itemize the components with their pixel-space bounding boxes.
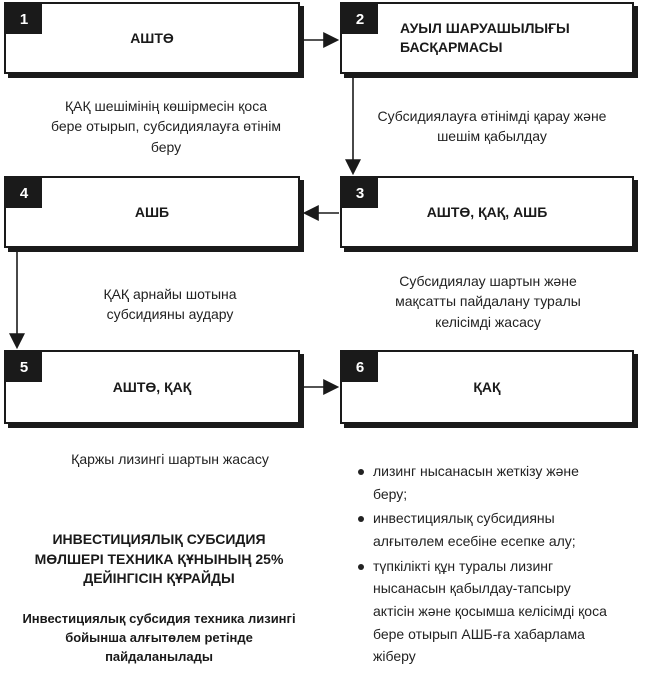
step-title-6: ҚАҚ [473,378,501,395]
step-number-6: 6 [342,352,378,382]
step-title-3: АШТӨ, ҚАҚ, АШБ [426,203,548,220]
bullet-item: лизинг нысанасын жеткізу және беру; [355,460,615,505]
note-subtitle: Инвестициялық субсидия техника лизингі бойынша алғытөлем ретінде пайдаланылады [22,611,296,664]
step-number-1: 1 [6,4,42,34]
step-title-2: АУЫЛ ШАРУАШЫЛЫҒЫ БАСҚАРМАСЫ [400,20,570,55]
step-number-3: 3 [342,178,378,208]
step-title-4: АШБ [134,203,170,220]
caption-step-1: ҚАҚ шешімінің көшірмесін қоса бере отырып, субсидиялауға өтінім беру [50,98,282,155]
step-box-5 [4,350,300,424]
step-box-2 [340,2,634,74]
caption-step-5: Қаржы лизингі шартын жасасу [71,451,269,467]
bullet-item: түпкілікті құн туралы лизинг нысанасын қабылдау-тапсыру актісін және қосымша келісімді қоса бере отырып АШБ-ға хабарлама жіберу [355,555,615,668]
step-6-bullet-list [355,460,615,670]
caption-step-2: Субсидиялауға өтінімді қарау және шешім қабылдау [377,108,607,145]
caption-step-4: ҚАҚ арнайы шотына субсидияны аудару [103,286,237,323]
step-number-2: 2 [342,4,378,34]
step-number-5: 5 [6,352,42,382]
step-box-4 [4,176,300,248]
step-title-1: АШТӨ [130,29,174,46]
caption-step-3: Субсидиялау шартын және мақсатты пайдалану туралы келісімді жасасу [395,273,581,330]
step-box-6 [340,350,634,424]
step-box-3 [340,176,634,248]
step-title-5: АШТӨ, ҚАҚ [112,378,192,395]
step-number-4: 4 [6,178,42,208]
bullet-item: инвестициялық субсидияны алғытөлем есебіне есепке алу; [355,507,615,552]
note-title: ИНВЕСТИЦИЯЛЫҚ СУБСИДИЯ МӨЛШЕРІ ТЕХНИКА ҚҰНЫНЫҢ 25% ДЕЙІНГІСІН ҚҰРАЙДЫ [34,531,284,587]
step-box-1 [4,2,300,74]
